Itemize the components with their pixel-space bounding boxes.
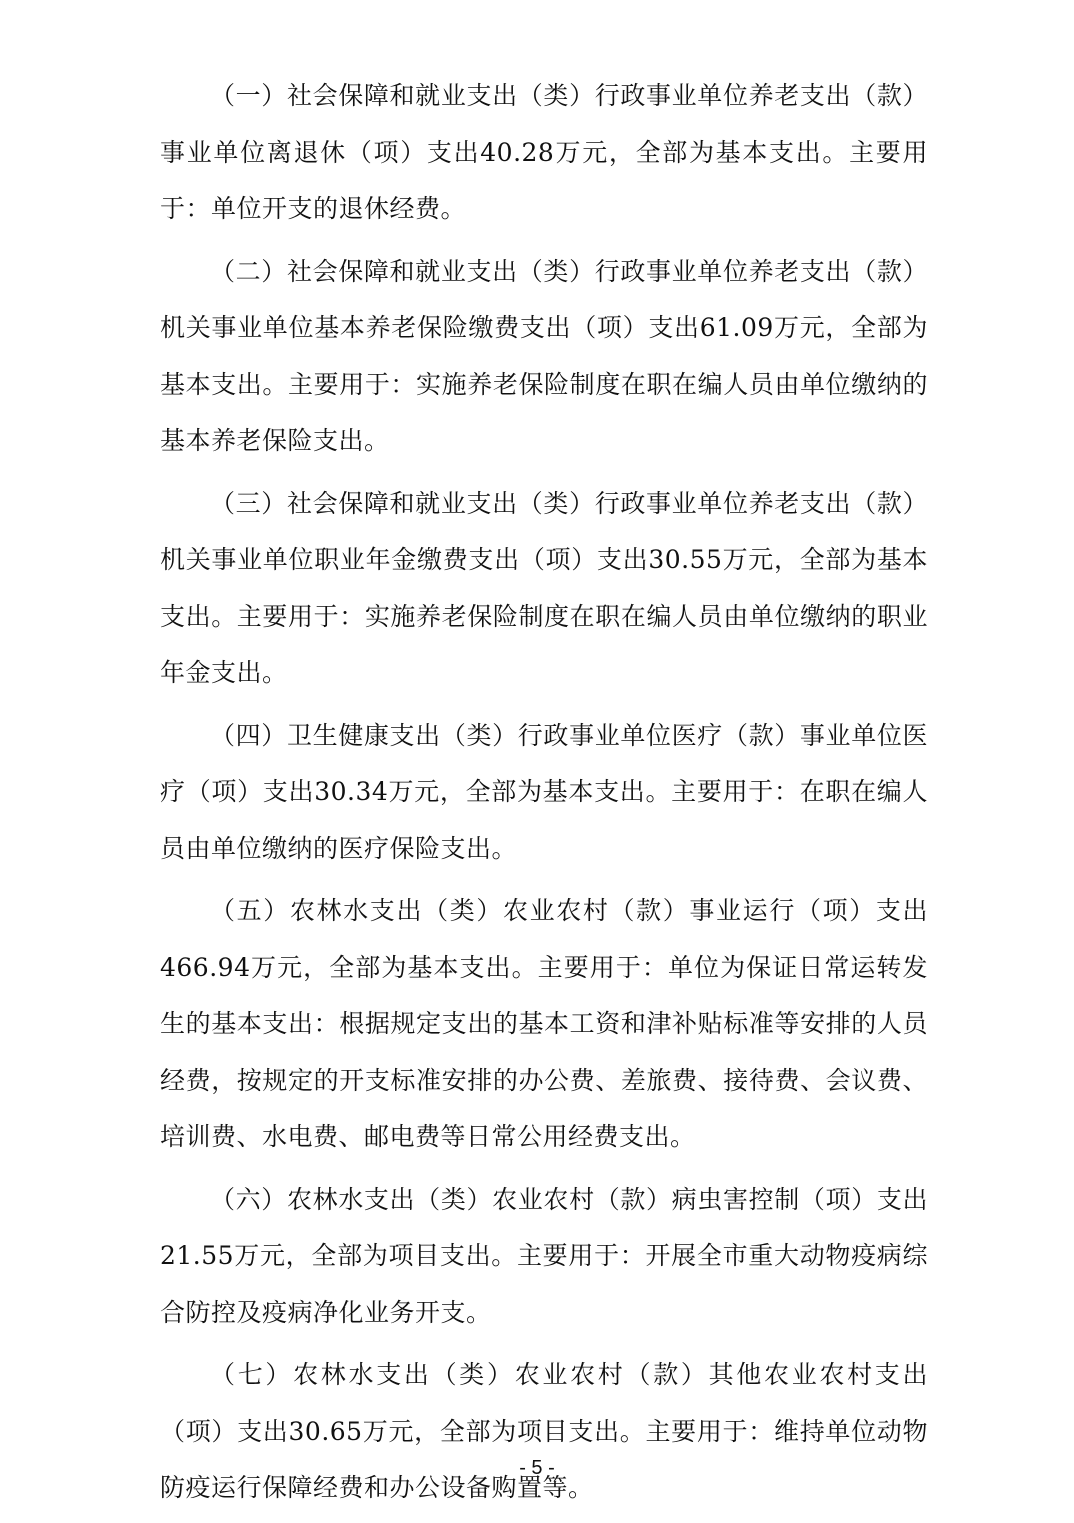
paragraph-2: （二）社会保障和就业支出（类）行政事业单位养老支出（款）机关事业单位基本养老保险缴费支出（项）支出61.09万元，全部为基本支出。主要用于：实施养老保险制度在职在编人员由单位缴纳的基本养老保险支出。 bbox=[160, 256, 928, 455]
document-body bbox=[160, 68, 928, 1523]
paragraph-6: （六）农林水支出（类）农业农村（款）病虫害控制（项）支出21.55万元，全部为项目支出。主要用于：开展全市重大动物疫病综合防控及疫病净化业务开支。 bbox=[160, 1184, 928, 1327]
paragraph-4: （四）卫生健康支出（类）行政事业单位医疗（款）事业单位医疗（项）支出30.34万元，全部为基本支出。主要用于：在职在编人员由单位缴纳的医疗保险支出。 bbox=[160, 720, 928, 863]
paragraph-3: （三）社会保障和就业支出（类）行政事业单位养老支出（款）机关事业单位职业年金缴费支出（项）支出30.55万元，全部为基本支出。主要用于：实施养老保险制度在职在编人员由单位缴纳的职业年金支出。 bbox=[160, 488, 928, 687]
paragraph-1: （一）社会保障和就业支出（类）行政事业单位养老支出（款）事业单位离退休（项）支出40.28万元，全部为基本支出。主要用于：单位开支的退休经费。 bbox=[160, 81, 928, 223]
paragraph-5: （五）农林水支出（类）农业农村（款）事业运行（项）支出466.94万元，全部为基本支出。主要用于：单位为保证日常运转发生的基本支出：根据规定支出的基本工资和津补贴标准等安排的人员经费，按规定的开支标准安排的办公费、差旅费、接待费、会议费、培训费、水电费、邮电费等日常公用经费支出。 bbox=[160, 896, 928, 1151]
paragraph-7: （七）农林水支出（类）农业农村（款）其他农业农村支出（项）支出30.65万元，全部为项目支出。主要用于：维持单位动物防疫运行保障经费和办公设备购置等。 bbox=[160, 1360, 928, 1502]
page-number: - 5 - bbox=[519, 1457, 555, 1479]
